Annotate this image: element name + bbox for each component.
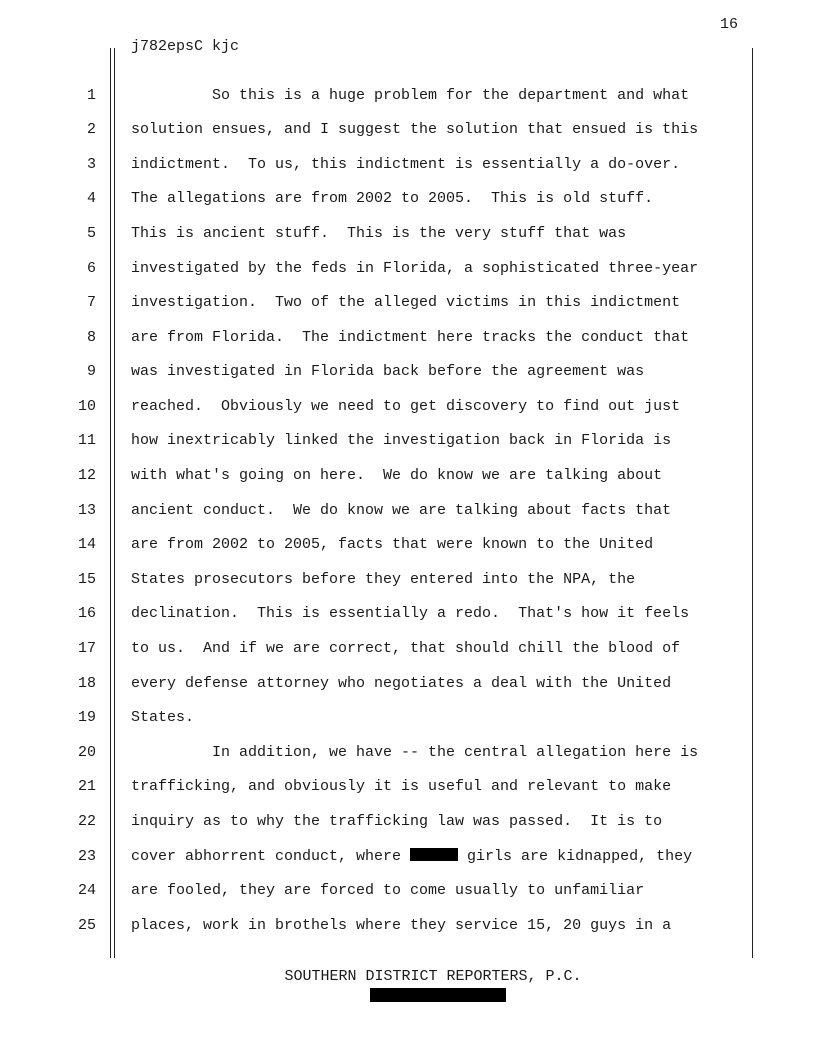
line-number: 18 [77, 675, 96, 692]
line-number: 23 [77, 848, 96, 865]
line-text: This is ancient stuff. This is the very stuff that was [131, 225, 627, 242]
line-text-redacted [131, 848, 692, 865]
line-text: inquiry as to why the trafficking law was passed. It is to [131, 813, 663, 830]
line-text-before-redaction: cover abhorrent conduct, where [131, 848, 411, 865]
line-text: States prosecutors before they entered into the NPA, the [131, 571, 636, 588]
line-number: 6 [86, 260, 96, 277]
line-text: declination. This is essentially a redo. That's how it feels [131, 605, 690, 622]
line-text: States. [131, 709, 195, 726]
footer-reporter: SOUTHERN DISTRICT REPORTERS, P.C. [284, 968, 582, 985]
line-number: 4 [86, 190, 96, 207]
line-number: 2 [86, 121, 96, 138]
line-text: The allegations are from 2002 to 2005. This is old stuff. [131, 190, 654, 207]
line-text: places, work in brothels where they service 15, 20 guys in a [131, 917, 672, 934]
line-text: every defense attorney who negotiates a deal with the United [131, 675, 672, 692]
line-text-after-redaction: girls are kidnapped, they [458, 848, 693, 865]
line-text: are from Florida. The indictment here tracks the conduct that [131, 329, 690, 346]
line-number: 1 [86, 87, 96, 104]
left-margin-rule-outer [110, 48, 111, 958]
line-text: are from 2002 to 2005, facts that were known to the United [131, 536, 654, 553]
line-text: are fooled, they are forced to come usually to unfamiliar [131, 882, 645, 899]
line-number: 8 [86, 329, 96, 346]
line-number: 11 [77, 432, 96, 449]
line-number: 15 [77, 571, 96, 588]
line-number: 25 [77, 917, 96, 934]
line-number: 16 [77, 605, 96, 622]
line-text: how inextricably linked the investigation back in Florida is [131, 432, 672, 449]
line-number: 10 [77, 398, 96, 415]
redaction-box [410, 848, 458, 861]
line-number: 24 [77, 882, 96, 899]
line-text: with what's going on here. We do know we are talking about [131, 467, 663, 484]
line-text: So this is a huge problem for the department and what [131, 87, 690, 104]
line-number: 22 [77, 813, 96, 830]
line-number: 14 [77, 536, 96, 553]
line-number: 12 [77, 467, 96, 484]
line-text: investigated by the feds in Florida, a sophisticated three-year [131, 260, 699, 277]
line-text: solution ensues, and I suggest the solution that ensued is this [131, 121, 699, 138]
line-number: 7 [86, 294, 96, 311]
page-header: j782epsC kjc [131, 38, 240, 55]
line-text: In addition, we have -- the central allegation here is [131, 744, 699, 761]
line-number: 13 [77, 502, 96, 519]
line-text: indictment. To us, this indictment is essentially a do-over. [131, 156, 681, 173]
right-margin-rule [752, 48, 753, 958]
line-text: reached. Obviously we need to get discovery to find out just [131, 398, 681, 415]
line-text: ancient conduct. We do know we are talking about facts that [131, 502, 672, 519]
page-number: 16 [719, 16, 738, 33]
line-text: to us. And if we are correct, that should chill the blood of [131, 640, 681, 657]
line-number: 3 [86, 156, 96, 173]
line-text: was investigated in Florida back before the agreement was [131, 363, 645, 380]
line-number: 21 [77, 778, 96, 795]
line-text: investigation. Two of the alleged victims in this indictment [131, 294, 681, 311]
line-number: 19 [77, 709, 96, 726]
line-number: 9 [86, 363, 96, 380]
line-number: 20 [77, 744, 96, 761]
line-number: 17 [77, 640, 96, 657]
left-margin-rule-inner [114, 48, 115, 958]
line-text: trafficking, and obviously it is useful and relevant to make [131, 778, 672, 795]
line-number: 5 [86, 225, 96, 242]
footer-redaction-bar [370, 988, 506, 1002]
